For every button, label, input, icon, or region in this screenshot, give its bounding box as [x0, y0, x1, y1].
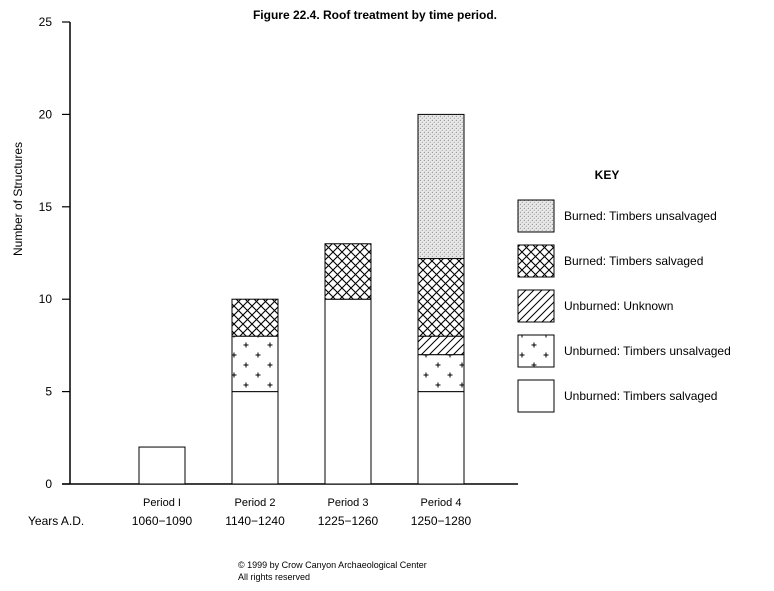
x-category-label: Period 2 — [234, 497, 276, 509]
x-year-range-label: 1250−1280 — [410, 514, 472, 528]
bar-segment-crosshatch — [232, 299, 278, 336]
x-year-range-label: 1060−1090 — [131, 514, 193, 528]
legend-swatch-crosshatch — [518, 245, 554, 277]
legend — [518, 168, 731, 412]
legend-label: Burned: Timbers unsalvaged — [564, 209, 717, 223]
years-label: Years A.D. — [28, 514, 85, 528]
x-category-label: Period 3 — [327, 497, 369, 509]
legend-swatch-plus — [518, 335, 554, 367]
x-category-label: Period I — [143, 497, 181, 509]
bar-segment-crosshatch — [418, 259, 464, 337]
copyright-text: © 1999 by Crow Canyon Archaeological Center — [238, 560, 427, 570]
y-tick-label: 20 — [38, 107, 52, 122]
y-tick-label: 15 — [38, 199, 52, 214]
legend-label: Unburned: Unknown — [564, 299, 674, 313]
y-axis-label: Number of Structures — [11, 141, 25, 257]
y-tick-label: 5 — [45, 384, 52, 399]
x-year-range-label: 1140−1240 — [225, 514, 285, 528]
rights-text: All rights reserved — [238, 572, 311, 582]
legend-label: Unburned: Timbers unsalvaged — [564, 344, 731, 358]
y-ticks — [39, 15, 70, 491]
legend-swatch-hatch — [518, 290, 554, 322]
legend-title: KEY — [594, 168, 620, 182]
bar-segment-crosshatch — [325, 244, 371, 299]
x-year-range-label: 1225−1260 — [317, 514, 379, 528]
bar-segment-blank — [418, 392, 464, 484]
y-tick-label: 10 — [38, 292, 52, 307]
x-labels — [132, 497, 472, 528]
bar-segment-blank — [325, 299, 371, 484]
x-category-label: Period 4 — [420, 497, 462, 509]
bar-segment-stipple — [418, 114, 464, 258]
y-tick-label: 25 — [38, 15, 52, 29]
bar-segment-blank — [139, 447, 185, 484]
bar-segment-blank — [232, 392, 278, 484]
bars — [139, 114, 464, 484]
bar-segment-plus — [418, 355, 464, 392]
chart-title: Figure 22.4. Roof treatment by time period. — [252, 8, 498, 22]
y-tick-label: 0 — [45, 477, 52, 491]
legend-swatch-blank — [518, 380, 554, 412]
bar-segment-hatch — [418, 336, 464, 354]
legend-swatch-stipple — [518, 200, 554, 232]
legend-label: Burned: Timbers salvaged — [564, 254, 704, 268]
legend-label: Unburned: Timbers salvaged — [564, 389, 718, 403]
bar-segment-plus — [232, 336, 278, 391]
